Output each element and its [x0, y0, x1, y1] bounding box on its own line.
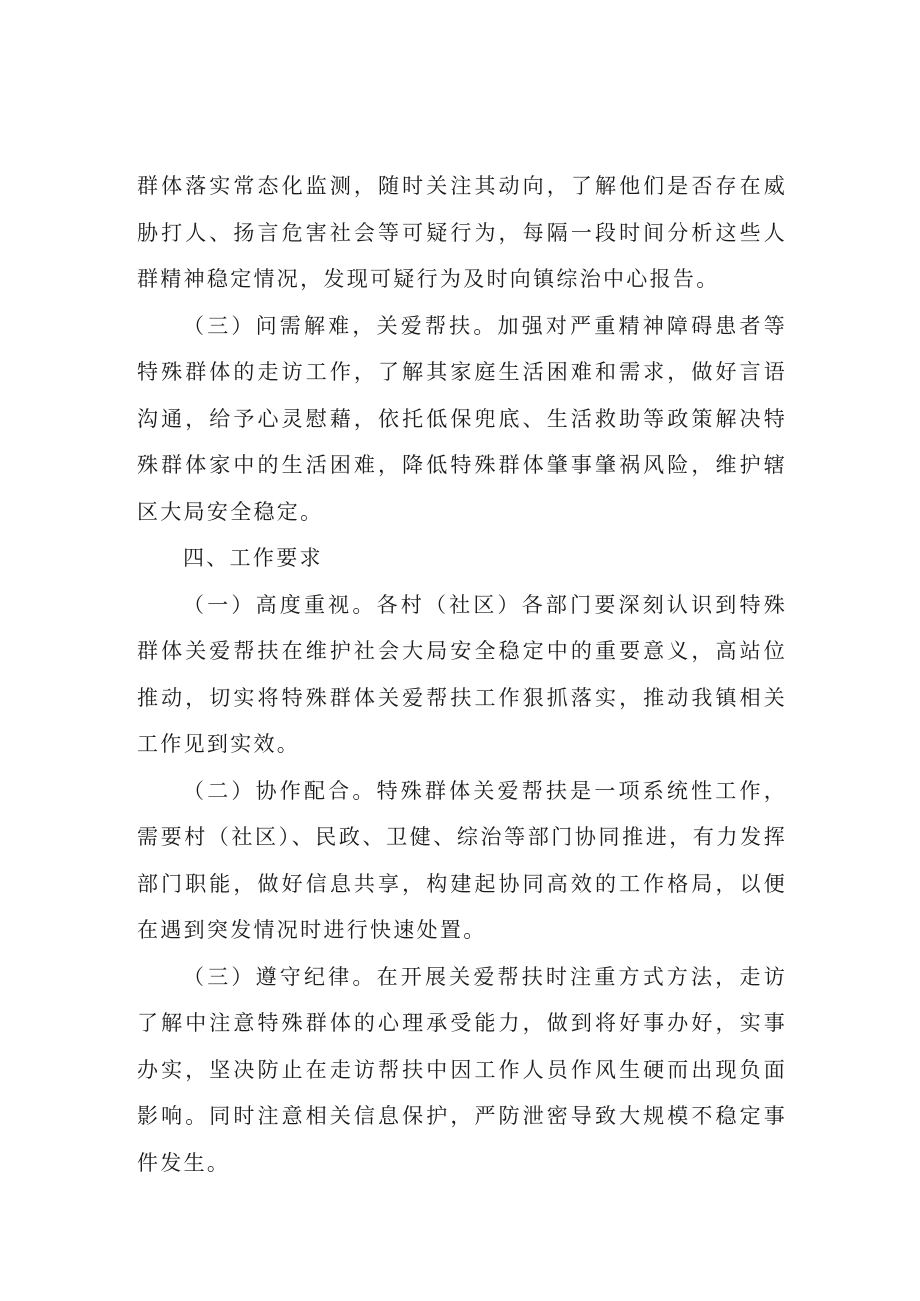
- paragraph-requirement-3: （三）遵守纪律。在开展关爱帮扶时注重方式方法，走访了解中注意特殊群体的心理承受能力，做到将好事办好，实事办实，坚决防止在走访帮扶中因工作人员作风生硬而出现负面影响。同时注意相关信息保护，严防泄密导致大规模不稳定事件发生。: [137, 964, 787, 1175]
- paragraph-continued: 群体落实常态化监测，随时关注其动向，了解他们是否存在威胁打人、扬言危害社会等可疑行为，每隔一段时间分析这些人群精神稳定情况，发现可疑行为及时向镇综治中心报告。: [137, 174, 787, 291]
- document-body: [137, 163, 787, 1186]
- paragraph-requirement-2: （二）协作配合。特殊群体关爱帮扶是一项系统性工作，需要村（社区）、民政、卫健、综治等部门协同推进，有力发挥部门职能，做好信息共享，构建起协同高效的工作格局，以便在遇到突发情况时进行快速处置。: [137, 778, 787, 942]
- paragraph-section-3: （三）问需解难，关爱帮扶。加强对严重精神障碍患者等特殊群体的走访工作，了解其家庭生活困难和需求，做好言语沟通，给予心灵慰藉，依托低保兜底、生活救助等政策解决特殊群体家中的生活困难，降低特殊群体肇事肇祸风险，维护辖区大局安全稳定。: [137, 313, 787, 524]
- heading-work-requirements: 四、工作要求: [183, 546, 323, 570]
- paragraph-requirement-1: （一）高度重视。各村（社区）各部门要深刻认识到特殊群体关爱帮扶在维护社会大局安全稳定中的重要意义，高站位推动，切实将特殊群体关爱帮扶工作狠抓落实，推动我镇相关工作见到实效。: [137, 592, 787, 756]
